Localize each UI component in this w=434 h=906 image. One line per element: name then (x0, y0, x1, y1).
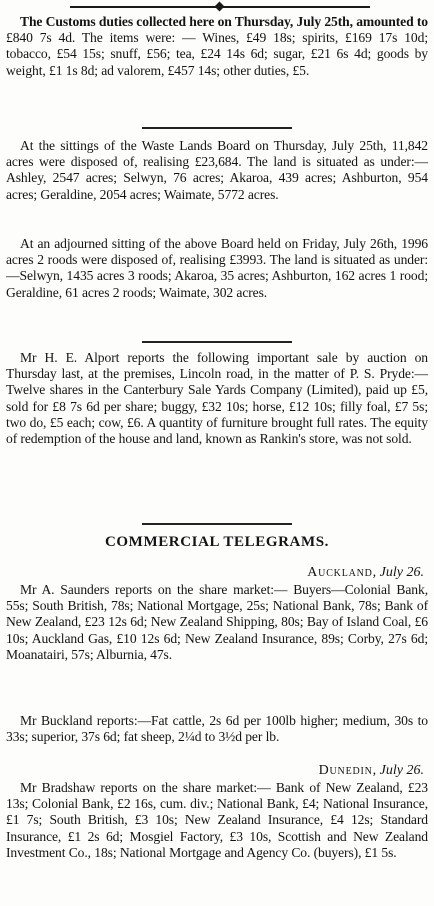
alport-auction-paragraph: Mr H. E. Alport reports the following important sale by auction on Thursday last, at the premises, Lincoln road, in the matter of P. S. Pryde:— Twelve shares in the Canterbury Sale Yards Company (Limited), paid up £5, sold for £8 7s 6d per share; buggy, £32 10s; horse, £12 10s; filly foal, £7 5s; two do, £5 each; cow, £6. A quantity of furniture brought full rates. The equity of redemption of the house and land, known as Rankin's store, was not sold. (6, 350, 428, 447)
buckland-cattle-report: Mr Buckland reports:—Fat cattle, 2s 6d per 100lb higher; medium, 30s to 33s; superior, 37s 6d; fat sheep, 2¼d to 3½d per lb. (6, 713, 428, 745)
ornamental-divider (70, 3, 370, 11)
commercial-telegrams-heading: COMMERCIAL TELEGRAMS. (104, 534, 329, 550)
saunders-share-report: Mr A. Saunders reports on the share market:— Buyers—Colonial Bank, 55s; South British, 78s; National Mortgage, 25s; National Bank, 78s; Bank of New Zealand, £23 12s 6d; New Zealand Shipping, 80s; Bay of Island Coal, £6 10s; Auckland Gas, £10 12s 6d; New Zealand Insurance, 89s; Corby, 27s 6d; Moanatairi, 57s; Alburnia, 47s. (6, 582, 428, 662)
section-rule (142, 341, 292, 343)
adjourned-sitting-paragraph: At an adjourned sitting of the above Board held on Friday, July 26th, 1996 acres 2 roods were disposed of, realising £3993. The land is situated as under:—Selwyn, 1435 acres 3 roods; Akaroa, 35 acres; Ashburton, 162 acres 1 rood; Geraldine, 61 acres 2 roods; Waimate, 302 acres. (6, 236, 428, 300)
dateline-city: Dunedin (318, 763, 373, 778)
waste-lands-board-paragraph: At the sittings of the Waste Lands Board on Thursday, July 25th, 11,842 acres were disposed of, realising £23,684. The land is situated as under:— Ashley, 2547 acres; Selwyn, 76 acres; Akaroa, 439 acres; Ashburton, 954 acres; Geraldine, 2054 acres; Waimate, 5772 acres. (6, 138, 428, 202)
section-rule (142, 523, 292, 525)
customs-duties-paragraph: The Customs duties collected here on Thursday, July 25th, amounted to £840 7s 4d. The items were: — Wines, £49 18s; spirits, £169 17s 10d; tobacco, £54 15s; snuff, £56; tea, £24 14s 6d; sugar, £21 6s 4d; goods by weight, £1 1s 8d; ad valorem, £457 14s; other duties, £5. (6, 14, 429, 78)
dateline-date: , July 26. (372, 763, 424, 778)
dunedin-dateline (319, 763, 424, 779)
diamond-ornament-icon (215, 2, 225, 12)
bradshaw-share-report: Mr Bradshaw reports on the share market:— Bank of New Zealand, £23 13s; Colonial Bank, £2 16s, cum. div.; National Bank, £4; National Insurance, £1 7s; South British, £3 10s; New Zealand Insurance, £4 12s; Standard Insurance, £1 2s 6d; Mosgiel Factory, £3 10s, Scottish and New Zealand Investment Co., 18s; National Mortgage and Agency Co. (buyers), £1 5s. (6, 780, 428, 860)
auckland-dateline (307, 565, 424, 581)
dateline-date: , July 26. (372, 565, 424, 580)
dateline-city: Auckland (307, 565, 373, 580)
section-rule (142, 127, 292, 129)
